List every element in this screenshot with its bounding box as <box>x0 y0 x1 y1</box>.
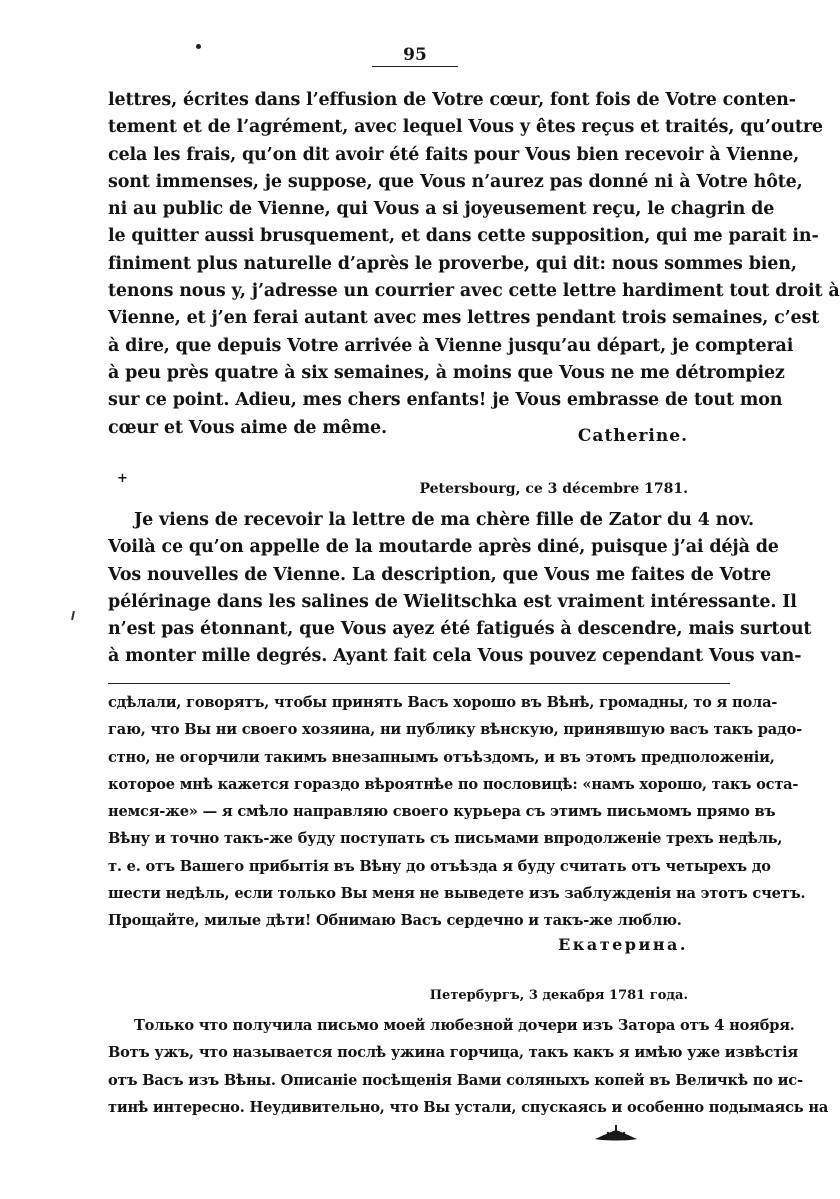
section-divider <box>108 683 730 684</box>
french-letter-1-line: à dire, que depuis Votre arrivée à Vienne jusqu’au départ, je compterai <box>108 335 794 356</box>
french-letter-2-line: Voilà ce qu’on appelle de la moutarde après diné, puisque j’ai déjà de <box>108 537 779 558</box>
russian-letter-2-line: Только что получила письмо моей любезной дочери изъ Затора отъ 4 ноября. <box>134 1017 795 1034</box>
french-signature: Catherine. <box>577 426 688 446</box>
french-letter-1-line: à peu près quatre à six semaines, à moins que Vous ne me détrompiez <box>108 362 785 383</box>
russian-letter-1-line: немся-же» — я смѣло направляю своего курьера съ этимъ письмомъ прямо въ <box>108 803 776 821</box>
french-letter-1-line: ni au public de Vienne, qui Vous a si joyeusement reçu, le chagrin de <box>108 199 775 220</box>
page-number-rule <box>372 66 458 67</box>
russian-letter-2-line: Вотъ ужъ, что называется послѣ ужина горчица, такъ какъ я имѣю уже извѣстія <box>108 1044 798 1062</box>
margin-tick-mark <box>71 611 75 620</box>
french-letter-1-line: sur ce point. Adieu, mes chers enfants! je Vous embrasse de tout mon <box>108 390 783 411</box>
french-letter-2-line: n’est pas étonnant, que Vous ayez été fatigués à descendre, mais surtout <box>108 619 812 640</box>
russian-letter-1-body <box>108 689 806 935</box>
page-number: 95 <box>403 45 427 65</box>
ink-ornament-icon <box>594 1124 638 1144</box>
russian-letter-1-line: сдѣлали, говорятъ, чтобы принять Васъ хорошо въ Вѣнѣ, громадны, то я пола- <box>108 694 778 711</box>
french-letter-1-line: lettres, écrites dans l’effusion de Votre cœur, font fois de Votre conten- <box>108 90 796 110</box>
french-letter-1-line: finiment plus naturelle d’après le proverbe, qui dit: nous sommes bien, <box>108 253 797 274</box>
french-letter-2-line: pélérinage dans les salines de Wielitschka est vraiment intéressante. Il <box>108 591 797 612</box>
russian-letter-1-line: гаю, что Вы ни своего хозяина, ни публику вѣнскую, принявшую васъ такъ радо- <box>108 721 802 739</box>
russian-letter-2-line: тинѣ интересно. Неудивительно, что Вы устали, спускаясь и особенно подымаясь на <box>108 1098 829 1116</box>
french-letter-1-line: tement et de l’agrément, avec lequel Vous y êtes reçus et traités, qu’outre <box>108 117 823 138</box>
margin-cross-mark: + <box>117 471 128 486</box>
french-letter-2-body <box>108 507 812 671</box>
french-letter-2-line: Vos nouvelles de Vienne. La description, que Vous me faites de Votre <box>108 564 771 585</box>
russian-letter-2-dateline: Петербургъ, 3 декабря 1781 года. <box>429 988 688 1003</box>
french-letter-1-line: Vienne, et j’en ferai autant avec mes lettres pendant trois semaines, c’est <box>108 308 820 329</box>
french-letter-1-line: cela les frais, qu’on dit avoir été faits pour Vous bien recevoir à Vienne, <box>108 144 800 165</box>
russian-letter-2-body <box>108 1012 829 1121</box>
russian-letter-1-line: Вѣну и точно такъ-же буду поступать съ письмами впродолженіе трехъ недѣль, <box>108 830 783 848</box>
french-letter-1-line: cœur et Vous aime de même. <box>108 417 387 438</box>
french-letter-1-line: tenons nous y, j’adresse un courrier avec cette lettre hardiment tout droit à <box>108 281 840 302</box>
french-letter-1-body <box>108 87 840 442</box>
russian-letter-1-line: которое мнѣ кажется гораздо вѣроятнѣе по пословицѣ: «намъ хорошо, такъ оста- <box>108 775 799 793</box>
french-letter-1-line: le quitter aussi brusquement, et dans cette supposition, qui me parait in- <box>108 226 819 247</box>
french-letter-2-dateline: Petersbourg, ce 3 décembre 1781. <box>419 481 688 497</box>
french-letter-1-line: sont immenses, je suppose, que Vous n’aurez pas donné ni à Votre hôte, <box>108 171 803 192</box>
russian-letter-1-line: шести недѣль, если только Вы меня не выведете изъ заблужденія на этотъ счетъ. <box>108 885 806 903</box>
russian-letter-1-line: Прощайте, милые дѣти! Обнимаю Васъ сердечно и такъ-же люблю. <box>108 912 682 930</box>
french-letter-2-line: Je viens de recevoir la lettre de ma chère fille de Zator du 4 nov. <box>134 510 754 530</box>
stray-dot-mark <box>196 44 201 49</box>
russian-letter-1-line: т. е. отъ Вашего прибытія въ Вѣну до отъѣзда я буду считать отъ четырехъ до <box>108 857 771 875</box>
french-letter-2-line: à monter mille degrés. Ayant fait cela Vous pouvez cependant Vous van- <box>108 646 802 667</box>
russian-letter-1-line: стно, не огорчили такимъ внезапнымъ отъѣздомъ, и въ этомъ предположеніи, <box>108 748 775 766</box>
russian-letter-2-line: отъ Васъ изъ Вѣны. Описаніе посѣщенія Вами соляныхъ копей въ Величкѣ по ис- <box>108 1071 803 1089</box>
russian-signature: Екатерина. <box>558 935 688 954</box>
